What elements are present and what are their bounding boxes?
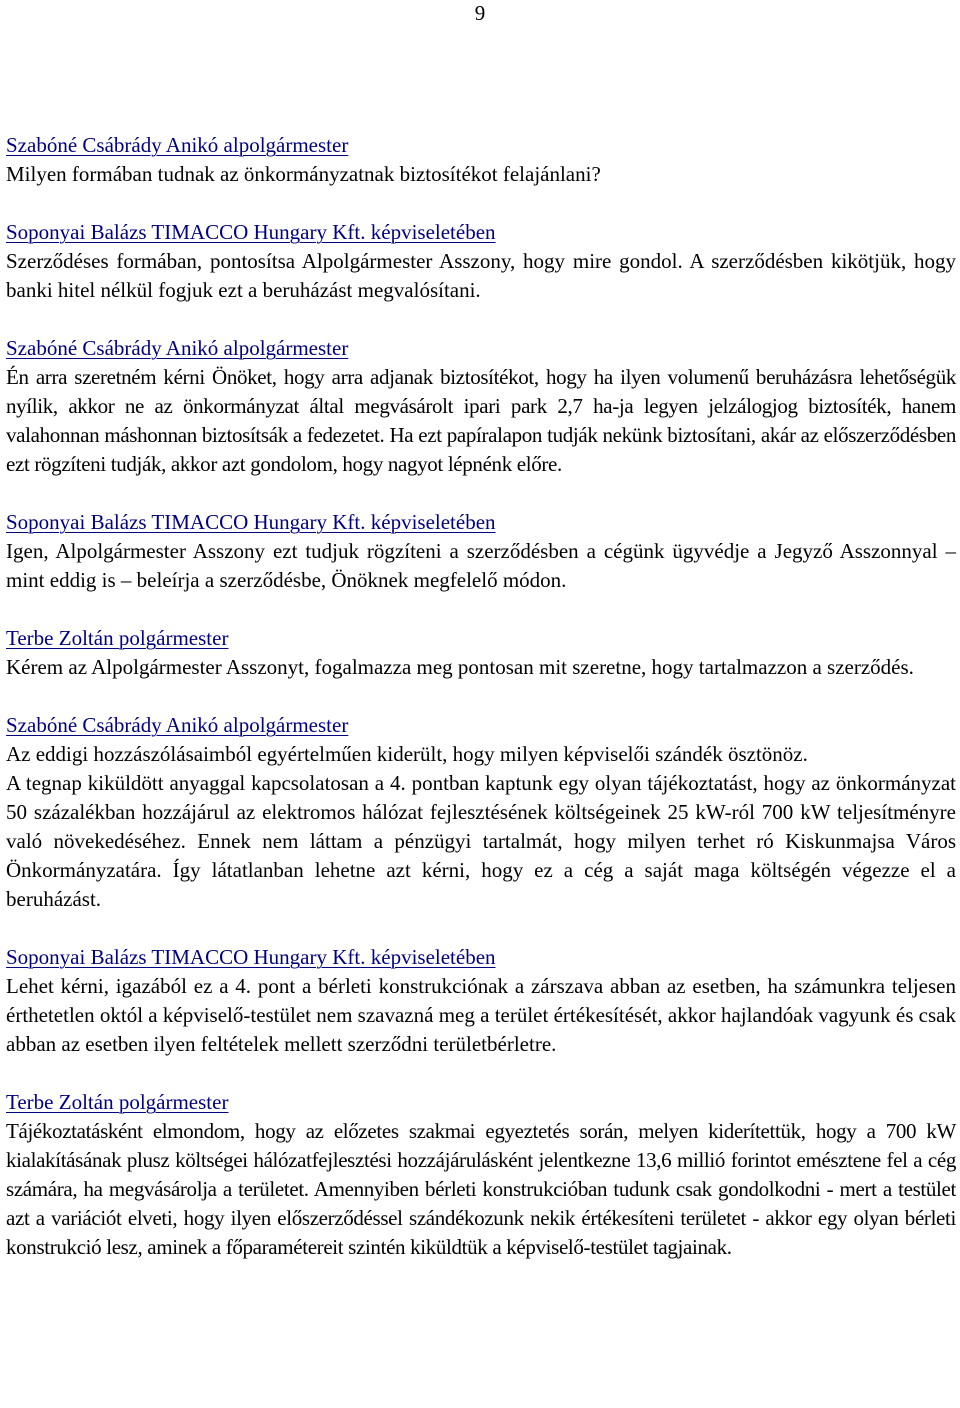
speech-block — [6, 943, 956, 1059]
speech-block — [6, 508, 956, 595]
page-number: 9 — [474, 1, 486, 25]
speaker-name: Terbe Zoltán polgármester — [6, 1090, 229, 1114]
speech-paragraph: Az eddigi hozzászólásaimból egyértelműen kiderült, hogy milyen képviselői szándék ösztönöz. — [6, 742, 808, 766]
speaker-name: Terbe Zoltán polgármester — [6, 626, 229, 650]
speech-block — [6, 218, 956, 305]
speaker-name: Soponyai Balázs TIMACCO Hungary Kft. képviseletében — [6, 220, 496, 244]
speaker-name: Soponyai Balázs TIMACCO Hungary Kft. képviseletében — [6, 510, 496, 534]
speech-paragraph: Milyen formában tudnak az önkormányzatnak biztosítékot felajánlani? — [6, 162, 601, 186]
speech-paragraph: A tegnap kiküldött anyaggal kapcsolatosan a 4. pontban kaptunk egy olyan tájékoztatást, hogy az önkormányzat 50 százalékban hozzájárul az elektromos hálózat fejlesztésének költségeinek 25 kW-ról 700 kW teljesítményre való növekedéséhez. Ennek nem láttam a pénzügyi tartalmát, hogy milyen terhet ró Kiskunmajsa Város Önkormányzatára. Így látatlanban lehetne azt kérni, hogy ez a cég a saját maga költségén végezze el a beruházást. — [6, 771, 956, 911]
document-body — [6, 131, 956, 1291]
speech-block — [6, 624, 956, 682]
speaker-name: Szabóné Csábrády Anikó alpolgármester — [6, 336, 349, 360]
speech-paragraph: Igen, Alpolgármester Asszony ezt tudjuk rögzíteni a szerződésben a cégünk ügyvédje a Jegyző Asszonnyal – mint eddig is – beleírja a szerződésbe, Önöknek megfelelő módon. — [6, 539, 956, 592]
speech-paragraph: Szerződéses formában, pontosítsa Alpolgármester Asszony, hogy mire gondol. A szerződésben kikötjük, hogy banki hitel nélkül fogjuk ezt a beruházást megvalósítani. — [6, 249, 956, 302]
speaker-name: Szabóné Csábrády Anikó alpolgármester — [6, 133, 349, 157]
speech-block — [6, 711, 956, 914]
speech-block — [6, 1088, 956, 1262]
speech-paragraph: Lehet kérni, igazából ez a 4. pont a bérleti konstrukciónak a zárszava abban az esetben, ha számunkra teljesen érthetetlen októl a képviselő-testület nem szavazná meg a terület értékesítését, akkor hajlandóak vagyunk és csak abban az esetben ilyen feltételek mellett szerződni területbérletre. — [6, 974, 956, 1056]
speech-paragraph: Tájékoztatásként elmondom, hogy az előzetes szakmai egyeztetés során, melyen kiderítettük, hogy a 700 kW kialakításának plusz költségei hálózatfejlesztési hozzájárulásként jelentkezne 13,6 millió forintot emésztene fel a cég számára, ha megvásárolja a területet. Amennyiben bérleti konstrukcióban tudunk csak gondolkodni - mert a testület azt a variációt elveti, hogy ilyen előszerződéssel szándékozunk nekik értékesíteni területet - akkor egy olyan bérleti konstrukció lesz, aminek a főparamétereit szintén kiküldtük a képviselő-testület tagjainak. — [6, 1119, 956, 1259]
speech-block — [6, 334, 956, 479]
speaker-name: Soponyai Balázs TIMACCO Hungary Kft. képviseletében — [6, 945, 496, 969]
speech-paragraph: Én arra szeretném kérni Önöket, hogy arra adjanak biztosítékot, hogy ha ilyen volumenű beruházásra lehetőségük nyílik, akkor ne az önkormányzat által megvásárolt ipari park 2,7 ha-ja legyen jelzálogjog biztosíték, hanem valahonnan máshonnan biztosítsák a fedezetet. Ha ezt papíralapon tudják nekünk biztosítani, akár az előszerződésben ezt rögzíteni tudják, akkor azt gondolom, hogy nagyot lépnénk előre. — [6, 365, 956, 476]
speech-block — [6, 131, 956, 189]
speech-paragraph: Kérem az Alpolgármester Asszonyt, fogalmazza meg pontosan mit szeretne, hogy tartalmazzon a szerződés. — [6, 655, 914, 679]
speaker-name: Szabóné Csábrády Anikó alpolgármester — [6, 713, 349, 737]
